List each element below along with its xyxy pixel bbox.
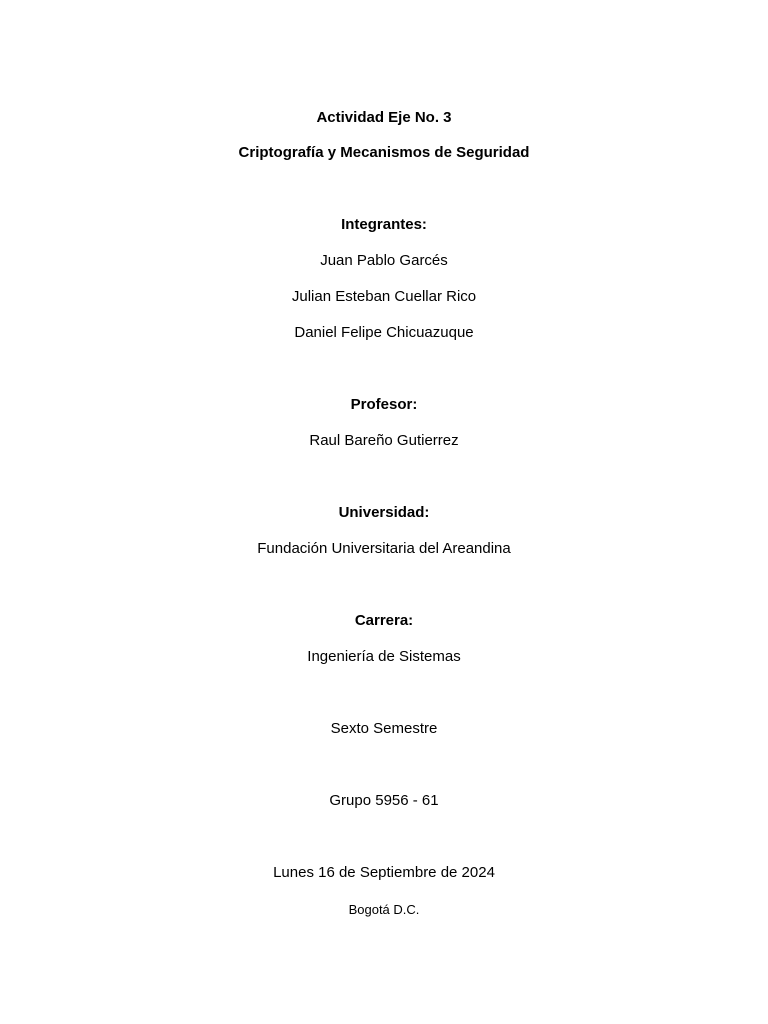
document-subtitle: Criptografía y Mecanismos de Seguridad <box>238 144 530 161</box>
semester: Sexto Semestre <box>330 720 438 737</box>
members-heading: Integrantes: <box>341 216 427 233</box>
professor-name: Raul Bareño Gutierrez <box>309 432 459 449</box>
professor-heading: Profesor: <box>350 396 418 413</box>
group-number: Grupo 5956 - 61 <box>329 792 439 809</box>
document-title: Actividad Eje No. 3 <box>316 109 452 126</box>
career-name: Ingeniería de Sistemas <box>307 648 461 665</box>
member-name: Julian Esteban Cuellar Rico <box>291 288 477 305</box>
city: Bogotá D.C. <box>348 902 420 917</box>
member-name: Daniel Felipe Chicuazuque <box>294 324 474 341</box>
university-name: Fundación Universitaria del Areandina <box>257 540 511 557</box>
career-heading: Carrera: <box>354 612 414 629</box>
member-name: Juan Pablo Garcés <box>320 252 448 269</box>
university-heading: Universidad: <box>338 504 430 521</box>
document-date: Lunes 16 de Septiembre de 2024 <box>273 864 495 881</box>
